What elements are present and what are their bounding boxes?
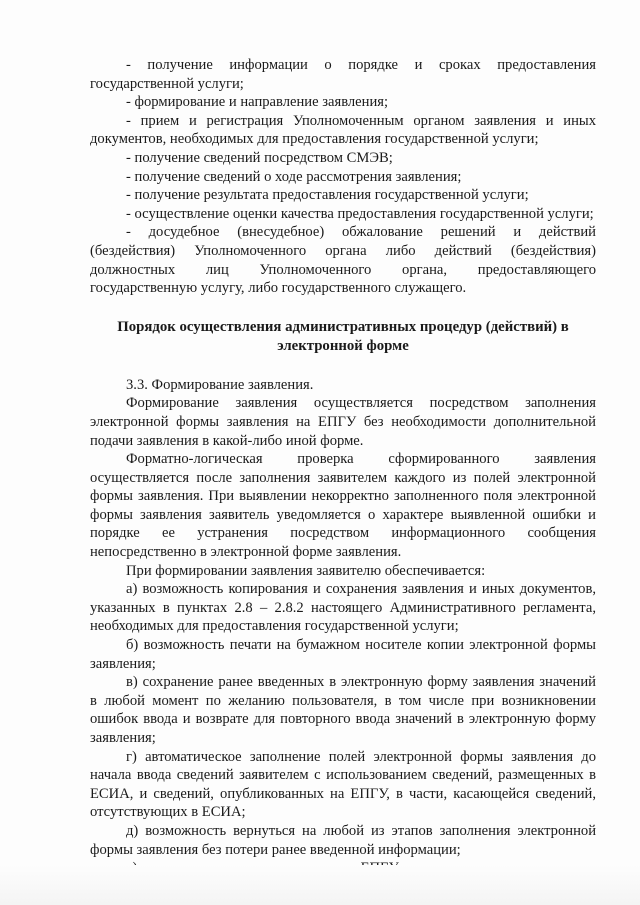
- document-body: [90, 56, 596, 878]
- subsection-title: 3.3. Формирование заявления.: [126, 376, 314, 393]
- section-heading: Порядок осуществления административных процедур (действий) в электронной форме: [117, 318, 569, 354]
- paragraph: в) сохранение ранее введенных в электронную форму заявления значений в любой момент по желанию пользователя, в том числе при возникновении ошибок ввода и возврате для повторного ввода значений в электронную форму заявления;: [90, 674, 596, 746]
- list-item: - досудебное (внесудебное) обжалование решений и действий (бездействия) Уполномоченного органа либо действий (бездействия) должностных лиц Уполномоченного органа, предоставляющего государственную услугу, либо государственного служащего.: [90, 224, 596, 297]
- list-item: - формирование и направление заявления;: [126, 94, 389, 111]
- list-item: - осуществление оценки качества предоставления государственной услуги;: [126, 205, 594, 222]
- list-item: - получение результата предоставления государственной услуги;: [126, 187, 529, 204]
- paragraph: б) возможность печати на бумажном носителе копии электронной формы заявления;: [90, 637, 596, 672]
- list-item: - получение сведений посредством СМЭВ;: [126, 149, 393, 166]
- list-item: - получение информации о порядке и сроках предоставления государственной услуги;: [90, 57, 596, 92]
- paragraph: Формирование заявления осуществляется посредством заполнения электронной формы заявления на ЕПГУ без необходимости дополнительной подачи заявления в какой-либо иной форме.: [90, 395, 596, 449]
- paragraph: При формировании заявления заявителю обеспечивается:: [126, 562, 486, 579]
- page-bottom-edge: [0, 865, 640, 905]
- paragraph: Форматно-логическая проверка сформированного заявления осуществляется после заполнения заявителем каждого из полей электронной формы заявления. При выявлении некорректно заполненного поля электронной формы заявления заявитель уведомляется о характере выявленной ошибки и порядке ее устранения посредством информационного сообщения непосредственно в электронной форме заявления.: [90, 451, 596, 561]
- paragraph: д) возможность вернуться на любой из этапов заполнения электронной формы заявления без потери ранее введенной информации;: [90, 822, 596, 858]
- list-item: - получение сведений о ходе рассмотрения заявления;: [126, 168, 462, 185]
- list-item: - прием и регистрация Уполномоченным органом заявления и иных документов, необходимых для предоставления государственной услуги;: [90, 112, 596, 148]
- paragraph: г) автоматическое заполнение полей электронной формы заявления до начала ввода сведений заявителем с использованием сведений, размещенных в ЕСИА, и сведений, опубликованных на ЕПГУ, в части, касающейся сведений, отсутствующих в ЕСИА;: [90, 748, 596, 821]
- paragraph: а) возможность копирования и сохранения заявления и иных документов, указанных в пунктах 2.8 – 2.8.2 настоящего Административного регламента, необходимых для предоставления государственной услуги;: [90, 581, 596, 635]
